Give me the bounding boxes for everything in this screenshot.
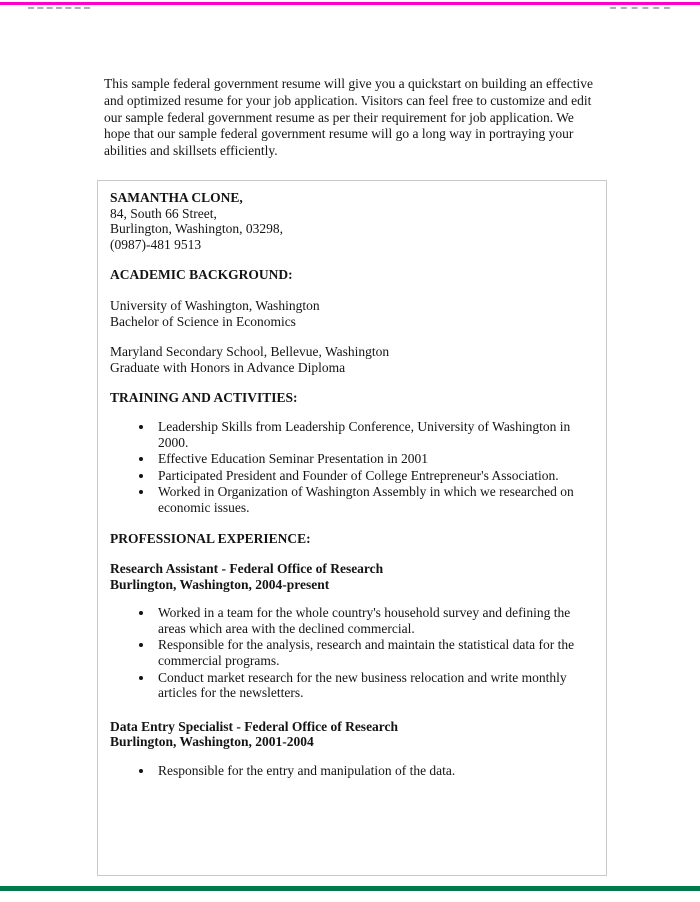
job-location: Burlington, Washington, 2004-present [110,576,330,592]
resume-box [97,180,607,876]
job-bullet-list [110,763,586,779]
top-accent-line [0,2,700,5]
academic-entry-line: University of Washington, Washington [110,297,320,313]
address-line: 84, South 66 Street, [110,205,217,221]
job-bullet: • Responsible for the analysis, research and maintain the statistical data for the commercial programs. [154,637,586,668]
training-bullet: • Leadership Skills from Leadership Conference, University of Washington in 2000. [154,419,586,450]
job-title: Data Entry Specialist - Federal Office of Research [110,718,399,734]
job-bullet: • Responsible for the entry and manipulation of the data. [154,763,586,779]
training-bullet: • Effective Education Seminar Presentation in 2001 [154,451,586,467]
academic-entry-line: Maryland Secondary School, Bellevue, Washington [110,344,390,360]
phone-line: (0987)-481 9513 [110,236,202,252]
bottom-accent-line [0,886,700,891]
job-bullet-list [110,605,586,701]
resume-name: SAMANTHA CLONE, [110,190,243,205]
academic-entry-line: Bachelor of Science in Economics [110,313,296,329]
job-bullet: • Worked in a team for the whole country's household survey and defining the areas which area with the declined commercial. [154,605,586,636]
academic-heading: ACADEMIC BACKGROUND: [110,267,293,283]
dashed-border-left [28,7,90,9]
training-bullet: • Worked in Organization of Washington Assembly in which we researched on economic issues. [154,484,586,515]
training-bullet: • Participated President and Founder of College Entrepreneur's Association. [154,468,586,484]
dashed-border-right [610,7,670,9]
job-location: Burlington, Washington, 2001-2004 [110,734,314,750]
training-heading: TRAINING AND ACTIVITIES: [110,390,298,406]
training-bullet-list [110,419,586,516]
job-bullet: • Conduct market research for the new business relocation and write monthly articles for the newsletters. [154,670,586,701]
intro-paragraph: This sample federal government resume will give you a quickstart on building an effective and optimized resume for your job application. Visitors can feel free to customize and edit our sample federal government resume as per their requirement for job application. We hope that our sample federal government resume will go a long way in portraying your abilities and skillsets efficiently. [104,76,593,159]
experience-heading: PROFESSIONAL EXPERIENCE: [110,530,311,546]
address-line: Burlington, Washington, 03298, [110,221,284,237]
job-title: Research Assistant - Federal Office of Research [110,561,384,577]
academic-entry-line: Graduate with Honors in Advance Diploma [110,359,346,375]
